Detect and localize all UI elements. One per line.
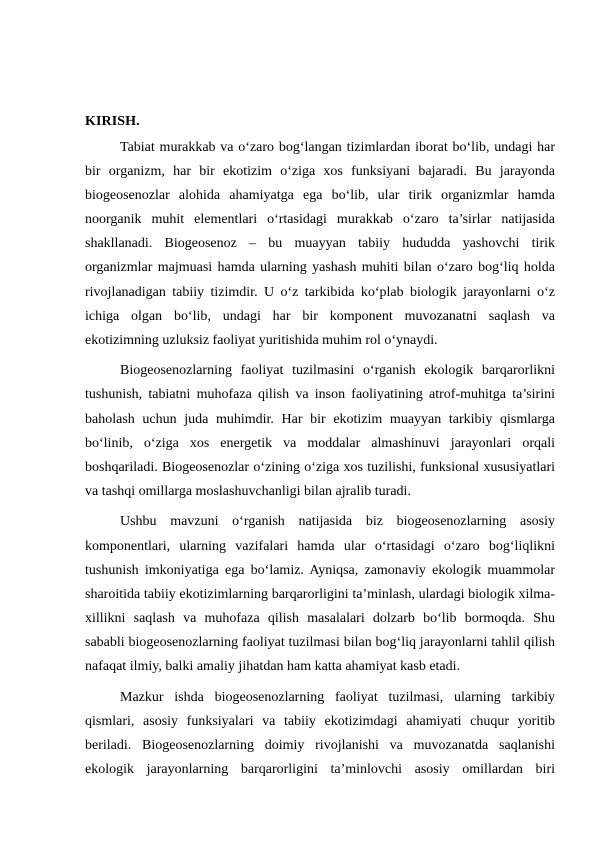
section-heading: KIRISH. (85, 114, 140, 129)
paragraph-4: Mazkur ishda biogeosenozlarning faoliyat tuzilmasi, ularning tarkibiy qismlari, asosiy funksiyalari va tabiiy ekotizimdagi ahamiyati chuqur yoritib beriladi. Biogeosenozlarning doimiy rivojlanishi va muvozanatda saqlanishi ekologik jarayonlarning barqarorligini ta’minlovchi asosiy omillardan biri (85, 689, 555, 777)
body-text (85, 136, 555, 788)
paragraph-2: Biogeosenozlarning faoliyat tuzilmasini o‘rganish ekologik barqarorlikni tushunish, tabiatni muhofaza qilish va inson faoliyatining atrof-muhitga ta’sirini baholash uchun juda muhimdir. Har bir ekotizim muayyan tarkibiy qismlarga bo‘linib, o‘ziga xos energetik va moddalar almashinuvi jarayonlari orqali boshqariladi. Biogeosenozlar o‘zining o‘ziga xos tuzilishi, funksional xususiyatlari va tashqi omillarga moslashuvchanligi bilan ajralib turadi. (85, 363, 555, 499)
paragraph-3: Ushbu mavzuni o‘rganish natijasida biz biogeosenozlarning asosiy komponentlari, ularning vazifalari hamda ular o‘rtasidagi o‘zaro bog‘liqlikni tushunish imkoniyatiga ega bo‘lamiz. Ayniqsa, zamonaviy ekologik muammolar sharoitida tabiiy ekotizimlarning barqarorligini ta’minlash, ulardagi biologik xilma-xillikni saqlash va muhofaza qilish masalalari dolzarb bo‘lib bormoqda. Shu sababli biogeosenozlarning faoliyat tuzilmasi bilan bog‘liq jarayonlarni tahlil qilish nafaqat ilmiy, balki amaliy jihatdan ham katta ahamiyat kasb etadi. (85, 514, 555, 674)
paragraph-1: Tabiat murakkab va o‘zaro bog‘langan tizimlardan iborat bo‘lib, undagi har bir organizm, har bir ekotizim o‘ziga xos funksiyani bajaradi. Bu jarayonda biogeosenozlar alohida ahamiyatga ega bo‘lib, ular tirik organizmlar hamda noorganik muhit elementlari o‘rtasidagi murakkab o‘zaro ta’sirlar natijasida shakllanadi. Biogeosenoz – bu muayyan tabiiy hududda yashovchi tirik organizmlar majmuasi hamda ularning yashash muhiti bilan o‘zaro bog‘liq holda rivojlanadigan tabiiy tizimdir. U o‘z tarkibida ko‘plab biologik jarayonlarni o‘z ichiga olgan bo‘lib, undagi har bir komponent muvozanatni saqlash va ekotizimning uzluksiz faoliyat yuritishida muhim rol o‘ynaydi. (85, 140, 555, 348)
